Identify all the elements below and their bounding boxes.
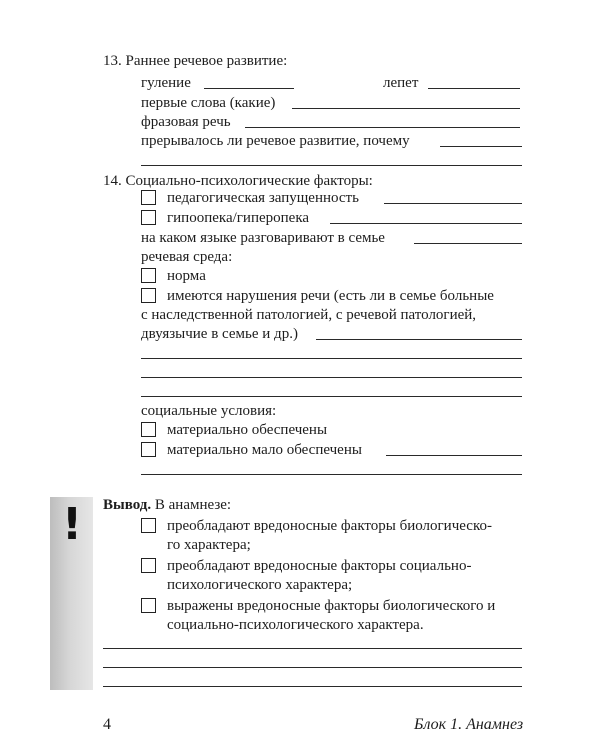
poorly-off-label: материально мало обеспечены (167, 442, 362, 458)
babbling-label: лепет (383, 75, 419, 91)
neglect-checkbox[interactable] (141, 190, 156, 205)
interrupted-field[interactable] (440, 146, 522, 147)
interrupted-label: прерывалось ли речевое развитие, почему (141, 133, 410, 149)
babbling-field[interactable] (428, 88, 520, 89)
block-title: Блок 1. Анамнез (414, 716, 524, 733)
disorders-label-3: двуязычие в семье и др.) (141, 326, 298, 342)
language-label: на каком языке разговаривают в семье (141, 230, 385, 246)
section-13-title: 13. Раннее речевое развитие: (103, 53, 288, 69)
social-checkbox[interactable] (141, 558, 156, 573)
neglect-field[interactable] (384, 203, 522, 204)
conclusion-field-2[interactable] (103, 667, 522, 668)
conclusion-title: Вывод. (103, 497, 152, 513)
disorders-field-2[interactable] (141, 358, 522, 359)
conclusion-field-3[interactable] (103, 686, 522, 687)
cooing-field[interactable] (204, 88, 294, 89)
language-field[interactable] (414, 243, 522, 244)
poorly-off-checkbox[interactable] (141, 442, 156, 457)
poorly-off-field[interactable] (386, 455, 522, 456)
disorders-label-1: имеются нарушения речи (есть ли в семье больные (167, 288, 494, 304)
biological-label-1: преобладают вредоносные факторы биологическо- (167, 518, 492, 534)
disorders-field[interactable] (316, 339, 522, 340)
poorly-off-field-2[interactable] (141, 474, 522, 475)
phrasal-speech-field[interactable] (245, 127, 520, 128)
well-off-label: материально обеспечены (167, 422, 328, 438)
conclusion-heading (103, 496, 231, 515)
conclusion-field-1[interactable] (103, 648, 522, 649)
norm-label: норма (167, 268, 206, 284)
section-14-title: 14. Социально-психологические факторы: (103, 173, 373, 189)
norm-checkbox[interactable] (141, 268, 156, 283)
both-label-1: выражены вредоносные факторы биологического и (167, 598, 496, 614)
both-checkbox[interactable] (141, 598, 156, 613)
disorders-field-4[interactable] (141, 396, 522, 397)
phrasal-speech-label: фразовая речь (141, 114, 231, 130)
conclusion-intro: В анамнезе: (154, 497, 232, 513)
social-cond-label: социальные условия: (141, 403, 277, 419)
social-label-2: психологического характера; (167, 577, 353, 593)
cooing-label: гуление (141, 75, 191, 91)
biological-checkbox[interactable] (141, 518, 156, 533)
first-words-label: первые слова (какие) (141, 95, 276, 111)
disorders-label-2: с наследственной патологией, с речевой патологией, (141, 307, 477, 323)
interrupted-field-2[interactable] (141, 165, 522, 166)
first-words-field[interactable] (292, 108, 520, 109)
hypo-hyper-label: гипоопека/гиперопека (167, 210, 310, 226)
disorders-checkbox[interactable] (141, 288, 156, 303)
well-off-checkbox[interactable] (141, 422, 156, 437)
disorders-field-3[interactable] (141, 377, 522, 378)
hypo-hyper-checkbox[interactable] (141, 210, 156, 225)
speech-env-label: речевая среда: (141, 249, 233, 265)
biological-label-2: го характера; (167, 537, 251, 553)
page-number: 4 (103, 716, 111, 733)
social-label-1: преобладают вредоносные факторы социально- (167, 558, 472, 574)
both-label-2: социально-психологического характера. (167, 617, 424, 633)
hypo-hyper-field[interactable] (330, 223, 522, 224)
neglect-label: педагогическая запущенность (167, 190, 359, 206)
exclamation-icon: ! (61, 499, 83, 550)
